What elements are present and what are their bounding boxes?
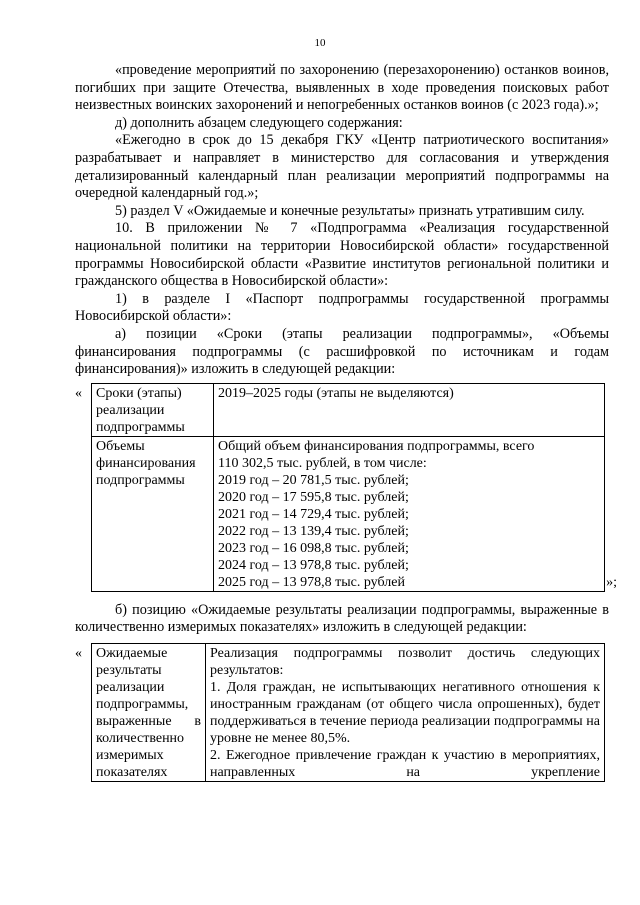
result-item: 2. Ежегодное привлечение граждан к участию в мероприятиях, направленных на укрепление [210,747,600,780]
financing-line: 2022 год – 13 139,4 тыс. рублей; [218,523,409,539]
table-cell-value: 2019–2025 годы (этапы не выделяются) [214,383,605,436]
passport-table-1-wrapper [75,383,617,592]
paragraph: «проведение мероприятий по захоронению (перезахоронению) останков воинов, погибших при защите Отечества, выявленных в ходе проведения поисковых работ неизвестных воинских захоронений и непогребенных останков воинов (с 2023 года).»; [75,62,609,114]
paragraph: «Ежегодно в срок до 15 декабря ГКУ «Центр патриотического воспитания» разрабатывает и направляет в министерство для согласования и утверждения детализированный календарный план реализации мероприятий подпрограммы на очередной календарный год.»; [75,132,609,202]
paragraph: д) дополнить абзацем следующего содержания: [115,114,403,131]
table-row [92,383,605,436]
passport-table-2 [91,643,605,782]
passport-table-1 [91,383,605,592]
page-number: 10 [314,37,326,49]
paragraph: а) позиции «Сроки (этапы реализации подпрограммы», «Объемы финансирования подпрограммы (с расшифровкой по источникам и годам финансирования)» изложить в следующей редакции: [75,325,609,378]
table-cell-value [214,436,605,591]
financing-line: 2021 год – 14 729,4 тыс. рублей; [218,506,409,522]
result-intro: Реализация подпрограммы позволит достичь следующих результатов: [210,645,600,678]
table-row [92,436,605,591]
paragraph: б) позицию «Ожидаемые результаты реализации подпрограммы, выраженные в количественно измеримых показателях» изложить в следующей редакции: [75,601,609,636]
financing-line: 110 302,5 тыс. рублей, в том числе: [218,455,427,471]
result-item: 1. Доля граждан, не испытывающих негативного отношения к иностранным гражданам (от общего числа опрошенных), будет поддерживаться в течение периода реализации подпрограммы на уровне не менее 80,5%. [210,679,600,746]
table-cell-label: Сроки (этапы) реализации подпрограммы [92,383,214,436]
document-body [75,62,617,782]
paragraph: 1) в разделе I «Паспорт подпрограммы государственной программы Новосибирской области»: [75,290,609,325]
financing-line: 2020 год – 17 595,8 тыс. рублей; [218,489,409,505]
passport-table-2-wrapper [75,643,609,782]
open-quote: « [75,645,82,661]
table-row [92,643,605,781]
financing-line: 2019 год – 20 781,5 тыс. рублей; [218,472,409,488]
paragraph: 5) раздел V «Ожидаемые и конечные результаты» признать утратившим силу. [115,202,585,219]
financing-line: 2023 год – 16 098,8 тыс. рублей; [218,540,409,556]
financing-line: 2025 год – 13 978,8 тыс. рублей [218,574,405,590]
financing-line: Общий объем финансирования подпрограммы, всего [218,438,535,454]
open-quote: « [75,385,82,401]
paragraph: 10. В приложении № 7 «Подпрограмма «Реализация государственной национальной политики на территории Новосибирской области» государственной программы Новосибирской области «Развитие институтов региональной политики и гражданского общества в Новосибирской области»: [75,220,609,290]
financing-line: 2024 год – 13 978,8 тыс. рублей; [218,557,409,573]
table-cell-value [206,643,605,781]
table-cell-label: Ожидаемые результаты реализации подпрограммы, выраженные в количественно измеримых показателях [92,643,206,781]
table-cell-label: Объемы финансирования подпрограммы [92,436,214,591]
close-quote: »; [606,575,617,591]
